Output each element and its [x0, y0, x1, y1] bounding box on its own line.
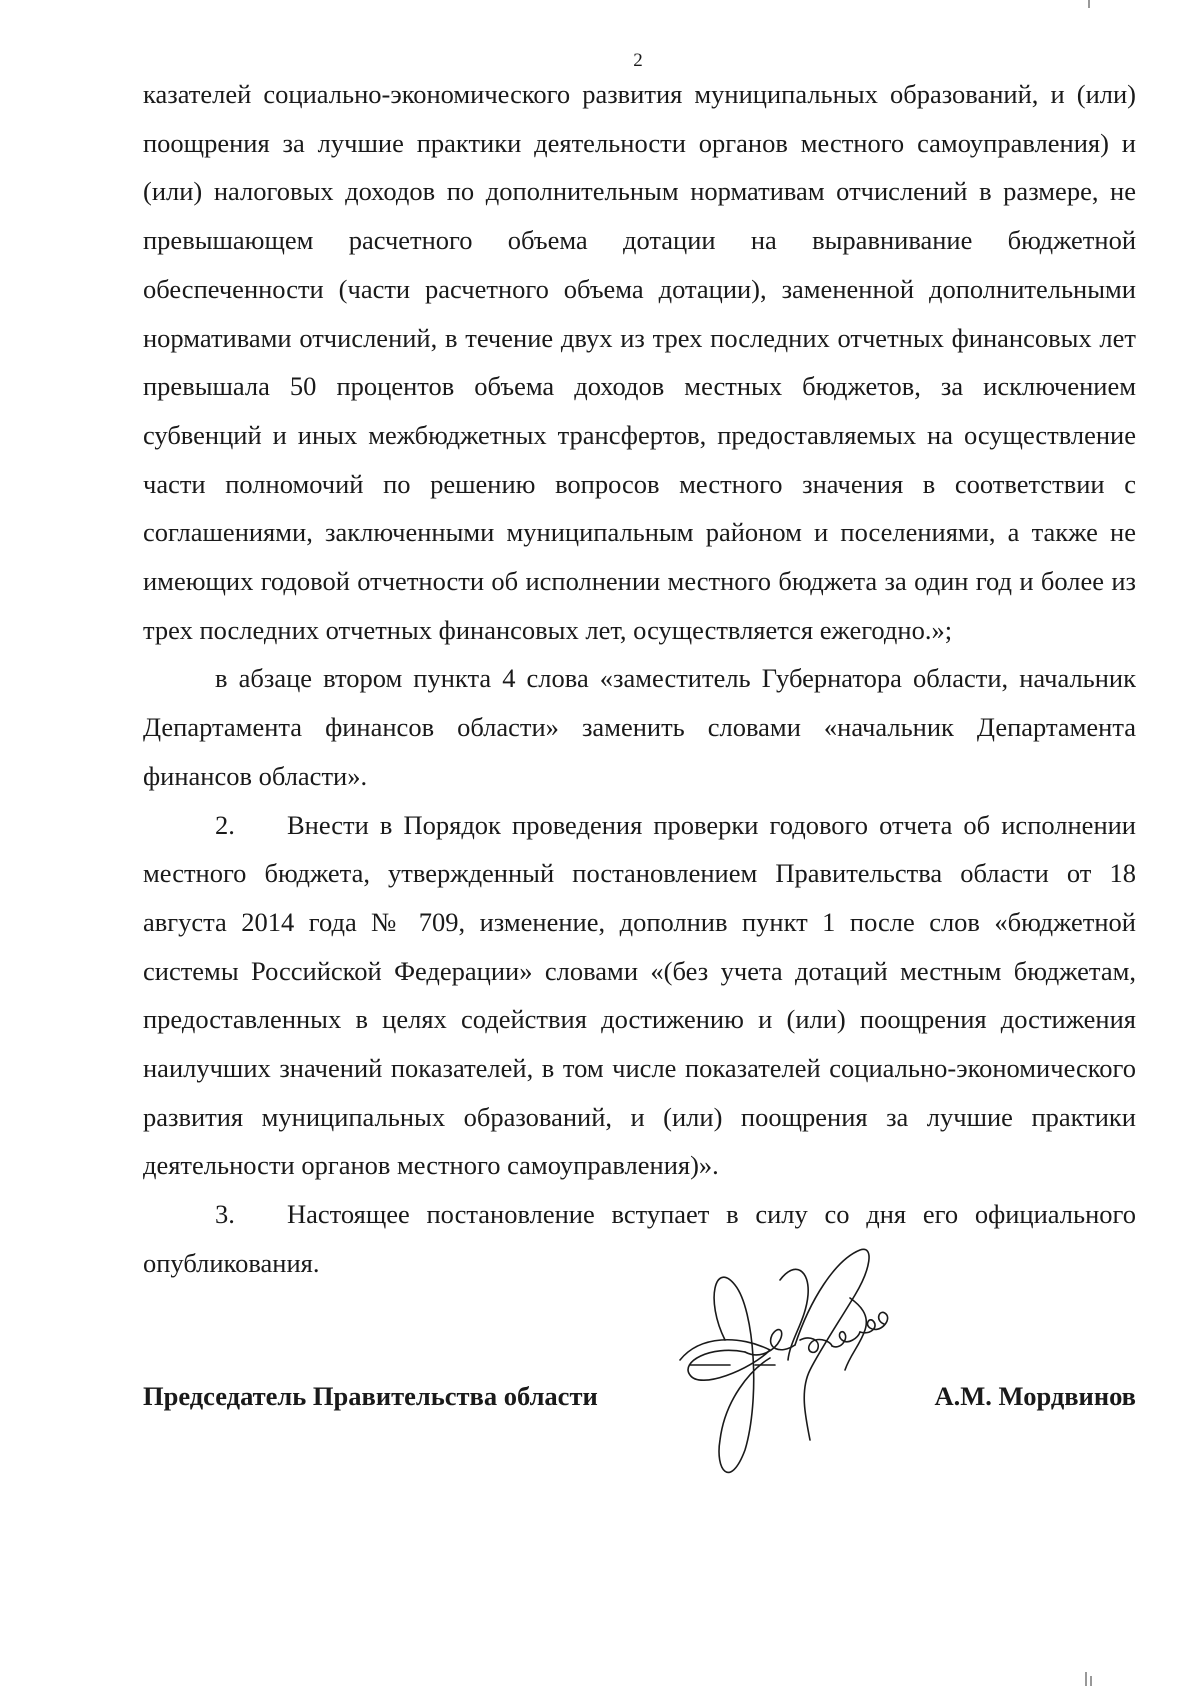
- scan-mark: [1085, 1672, 1087, 1686]
- numbered-item-3: [143, 1190, 1136, 1287]
- page-number: 2: [633, 50, 643, 71]
- signer-title: Председатель Правительства области: [143, 1381, 598, 1411]
- scan-mark: [1090, 1676, 1092, 1686]
- item-number: 2.: [215, 809, 235, 840]
- item-text: Внести в Порядок проведения проверки годового отчета об исполнении местного бюджета, утвержденный постановлением Правительства области от 18 августа 2014 года № 709, изменение, дополнив пункт 1 после слов «бюджетной системы Российской Федерации» словами «(без учета дотаций местным бюджетам, предоставленных в целях содействия достижению и (или) поощрения достижения наилучших значений показателей, в том числе показателей социально-экономического развития муниципальных образований, и (или) поощрения за лучшие практики деятельности органов местного самоуправления)».: [143, 809, 1136, 1181]
- scan-mark: [1088, 0, 1090, 8]
- numbered-item-2: [143, 801, 1136, 1191]
- item-text: Настоящее постановление вступает в силу со дня его официального опубликования.: [143, 1199, 1136, 1278]
- document-body: [143, 70, 1136, 1288]
- handwritten-signature: [660, 1240, 930, 1500]
- item-number: 3.: [215, 1199, 235, 1230]
- signer-name: А.М. Мордвинов: [934, 1381, 1136, 1411]
- paragraph-continuation: казателей социально-экономического развития муниципальных образований, и (или) поощрения за лучшие практики деятельности органов местного самоуправления) и (или) налоговых доходов по дополнительным нормативам отчислений в размере, не превышающем расчетного объема дотации на выравнивание бюджетной обеспеченности (части расчетного объема дотации), замененной дополнительными нормативами отчислений, в течение двух из трех последних отчетных финансовых лет превышала 50 процентов объема доходов местных бюджетов, за исключением субвенций и иных межбюджетных трансфертов, предоставляемых на осуществление части полномочий по решению вопросов местного значения в соответствии с соглашениями, заключенными муниципальным районом и поселениями, а также не имеющих годовой отчетности об исполнении местного бюджета за один год и более из трех последних отчетных финансовых лет, осуществляется ежегодно.»;: [143, 79, 1136, 645]
- paragraph-amendment: в абзаце втором пункта 4 слова «заместитель Губернатора области, начальник Департамента финансов области» заменить словами «начальник Департамента финансов области».: [143, 663, 1136, 791]
- signature-block: [143, 1381, 1136, 1431]
